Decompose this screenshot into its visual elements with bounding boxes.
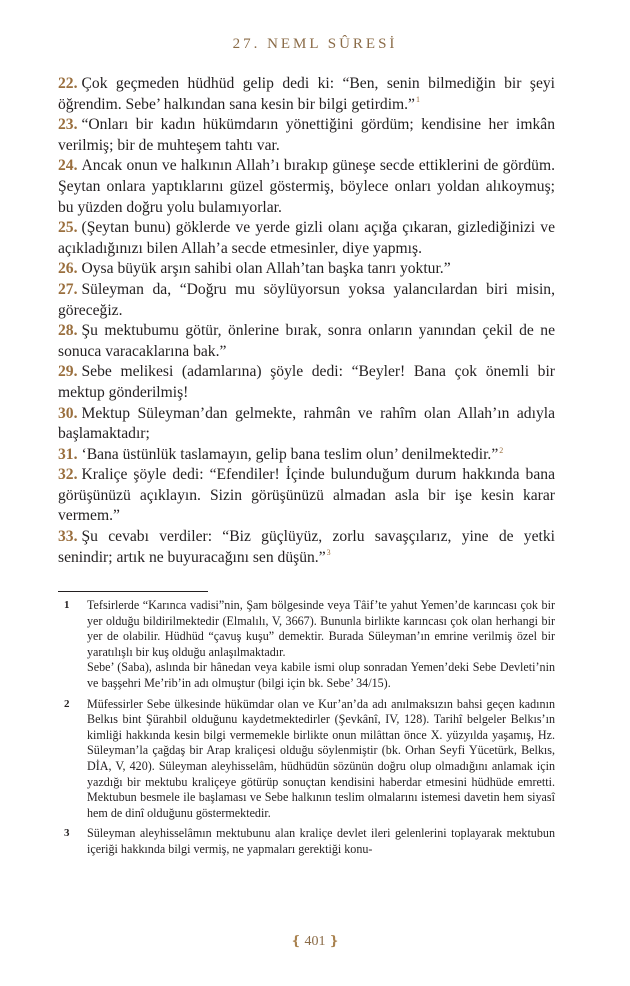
verse-number: 30. — [58, 404, 78, 422]
verse-text: Süleyman da, “Doğru mu söylüyorsun yoksa yalancılardan biri misin, göreceğiz. — [58, 280, 555, 319]
verse-text: “Onları bir kadın hükümdarın yönettiğini gördüm; kendisine her imkân verilmiş; bir de muhteşem tahtı var. — [58, 116, 555, 154]
verse-text: (Şeytan bunu) göklerde ve yerde gizli olanı açığa çıkaran, gizlediğinizi ve açıkladığınızı bilen Allah’a secde etmesinler, diye yapmış. — [58, 219, 555, 257]
verse — [58, 404, 555, 445]
verse-number: 33. — [58, 528, 78, 546]
verse — [58, 218, 555, 259]
footnote-paragraph: Müfessirler Sebe ülkesinde hükümdar olan ve Kur’an’da adı anılmaksızın bahsi geçen kadının Belkıs bint Şürahbil olduğunu kaydetmektedirler (Şevkânî, IV, 128). Tarihî belgeler Belkıs’ın kimliği hakkında kesin bilgi vermemekle birlikte onun milâttan önce X. yüzyılda yaşamış, Hz. Süleyman’la çağdaş bir Arap kraliçesi olduğu söylenmiştir (bk. Orhan Seyfi Yücetürk, Belkıs, DİA, V, 420). Süleyman aleyhisselâm, hüdhüdün sözünün doğru olup olmadığını anlamak için yazdığı bir mektubu kraliçeye götürüp sonuçtan kendisini haberdar etmesini hüdhüde emretti. Mektubun besmele ile başlaması ve Sebe halkının teslim olmalarını istemesi davetin hem siyasî hem de dinî olduğunu göstermektedir. — [87, 696, 555, 820]
verse — [58, 156, 555, 218]
verse-number: 27. — [58, 280, 78, 298]
page-number: 401 — [304, 934, 326, 949]
verse-number: 32. — [58, 466, 78, 484]
verse-text: Şu mektubumu götür, önlerine bırak, sonra onların yanından çekil de ne sonuca varacaklarına bak.” — [58, 322, 555, 360]
running-header: 27. NEML SÛRESİ — [232, 36, 398, 52]
verse-number: 25. — [58, 219, 78, 237]
footnote — [58, 598, 555, 692]
verse-text: ‘Bana üstünlük taslamayın, gelip bana teslim olun’ denilmektedir.” — [81, 445, 499, 463]
verse — [58, 74, 555, 115]
footnote-paragraph: Tefsirlerde “Karınca vadisi”nin, Şam bölgesinde veya Tâif’te yahut Yemen’de karıncası çok bir yer olduğu bildirilmektedir (Elmalılı, V, 3667). Bununla birlikte karıncası çok olan herhangi bir yer de olabilir. Hüdhüd “çavuş kuşu” demektir. Burada Süleyman’ın emrine verilmiş özel bir yaratılışlı bir kuş olduğu anlaşılmaktadır. — [87, 598, 555, 659]
footnote-number: 2 — [64, 697, 70, 710]
verse-text: Şu cevabı verdiler: “Biz güçlüyüz, zorlu savaşçılarız, yine de yetki senindir; artık ne buyuracağını sen düşün.” — [58, 528, 555, 566]
footnote-number: 3 — [64, 827, 70, 840]
footnote-paragraph: Süleyman aleyhisselâmın mektubunu alan kraliçe devlet ileri gelenlerini toplayarak mektubun içeriği hakkında bilgi vermiş, ne yapmaları gerektiği konu- — [87, 826, 555, 856]
verse-text: Sebe melikesi (adamlarına) şöyle dedi: “Beyler! Bana çok önemli bir mektup gönderilmiş! — [58, 363, 555, 401]
verse-number: 28. — [58, 322, 78, 340]
verse — [58, 259, 555, 280]
footnote-number: 1 — [64, 599, 70, 611]
verse-block — [58, 74, 555, 568]
footnote-separator — [58, 591, 208, 592]
verse-text: Çok geçmeden hüdhüd gelip dedi ki: “Ben, senin bilmediğin bir şeyi öğrendim. Sebe’ halkından sana kesin bir bilgi getirdim.” — [58, 75, 555, 113]
verse-number: 26. — [58, 260, 78, 278]
verse — [58, 445, 555, 466]
verse-text: Mektup Süleyman’dan gelmekte, rahmân ve rahîm olan Allah’ın adıyla başlamaktadır; — [58, 404, 555, 443]
verse — [58, 115, 555, 156]
verse-text: Oysa büyük arşın sahibi olan Allah’tan başka tanrı yoktur.” — [81, 260, 451, 278]
ornament-right-icon: ❵ — [328, 933, 340, 948]
footnote — [58, 826, 555, 857]
page-footer — [0, 933, 630, 950]
verse-text: Ancak onun ve halkının Allah’ı bırakıp güneşe secde ettiklerini de gördüm. Şeytan onlara yaptıklarını güzel göstermiş, böylece onları yoldan alıkoymuş; bu yüzden doğru yolu bulamıyorlar. — [58, 157, 555, 216]
verse-number: 31. — [58, 445, 78, 463]
verse — [58, 465, 555, 527]
footnote — [58, 697, 555, 822]
verse — [58, 527, 555, 568]
footnote-marker[interactable]: 2 — [499, 445, 504, 455]
footnotes-block — [58, 598, 555, 863]
verse-number: 29. — [58, 363, 78, 381]
footnote-marker[interactable]: 1 — [415, 95, 420, 105]
verse-text: Kraliçe şöyle dedi: “Efendiler! İçinde bulunduğum durum hakkında bana görüşünüzü açıklayın. Sizin görüşünüzü almadan asla bir işe kesin karar vermem.” — [58, 466, 555, 525]
verse-number: 22. — [58, 75, 78, 92]
verse — [58, 321, 555, 362]
verse-number: 23. — [58, 116, 78, 134]
ornament-left-icon: ❴ — [290, 933, 302, 948]
verse-number: 24. — [58, 157, 78, 175]
footnote-paragraph: Sebe’ (Saba), aslında bir hânedan veya kabile ismi olup sonradan Yemen’deki Sebe Devleti’nin ve başşehri Me’rib’in adı olmuştur (bilgi için bk. Sebe’ 34/15). — [87, 660, 555, 690]
verse — [58, 362, 555, 403]
footnote-marker[interactable]: 3 — [326, 548, 331, 558]
verse — [58, 280, 555, 321]
